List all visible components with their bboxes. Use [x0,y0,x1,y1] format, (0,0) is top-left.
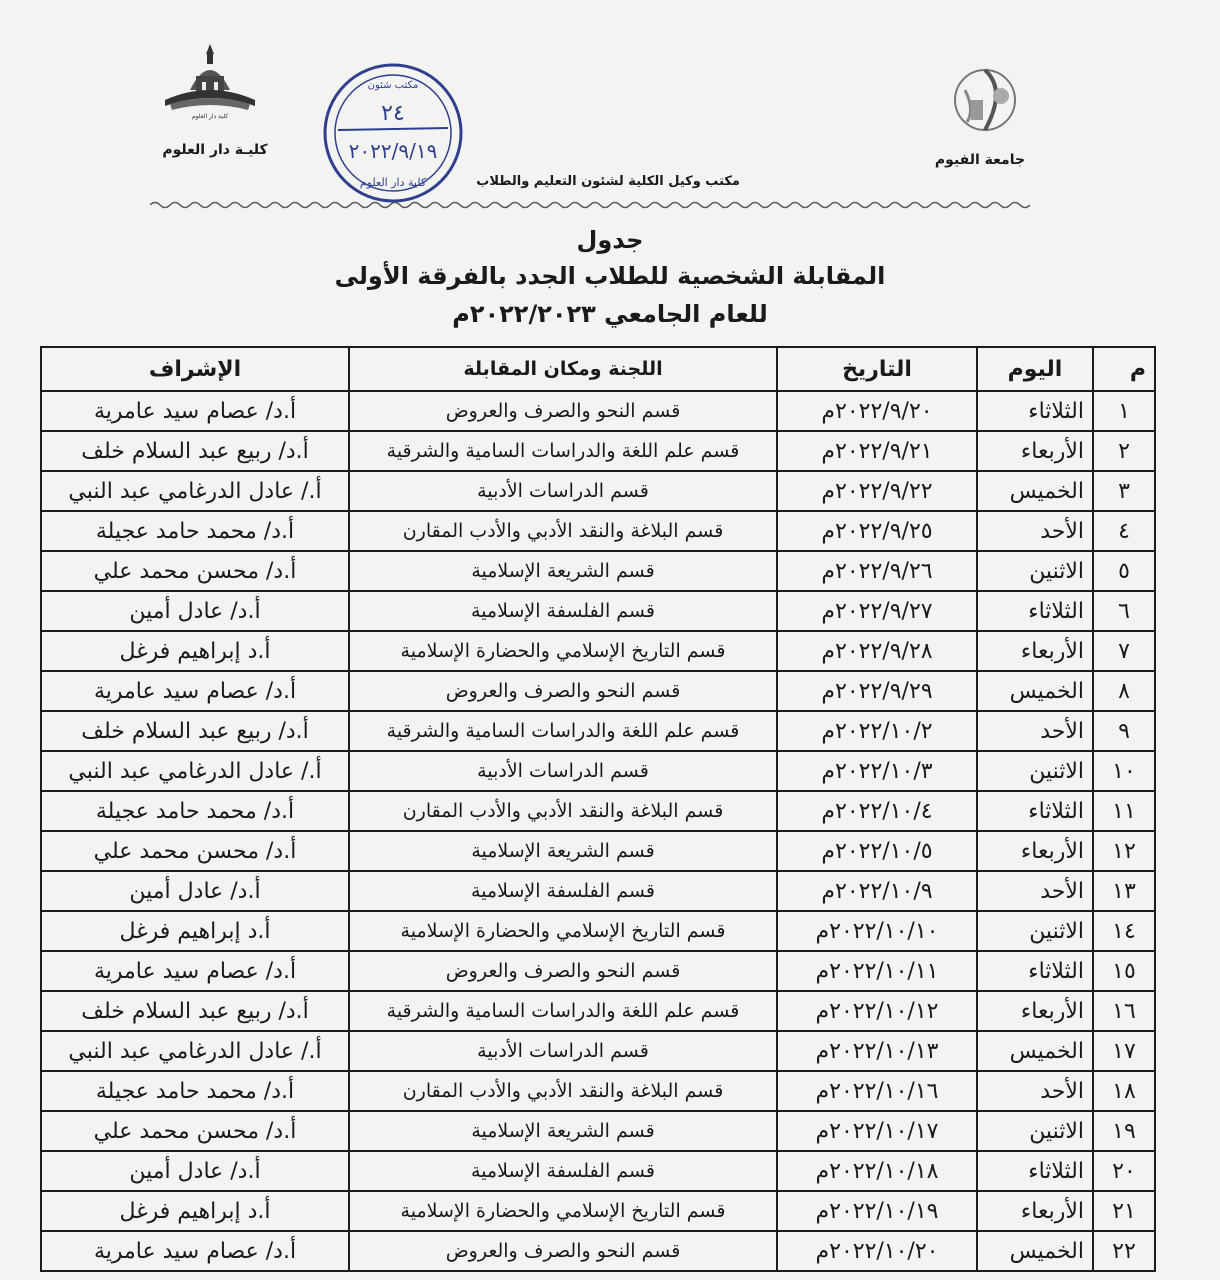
cell-date: ٢٠٢٢/١٠/٣م [777,751,977,791]
svg-text:كلية دار العلوم: كلية دار العلوم [191,113,229,120]
cell-date: ٢٠٢٢/١٠/١١م [777,951,977,991]
cell-day: الثلاثاء [977,391,1093,431]
table-row [41,591,1155,631]
cell-committee: قسم الدراسات الأدبية [349,751,777,791]
academic-year-title: للعام الجامعي ٢٠٢٢/٢٠٢٣م [452,300,768,328]
cell-supervisor: أ.د/ محسن محمد علي [41,551,349,591]
cell-committee: قسم الفلسفة الإسلامية [349,1151,777,1191]
cell-supervisor: أ./ عادل الدرغامي عبد النبي [41,471,349,511]
cell-day: الثلاثاء [977,1151,1093,1191]
cell-day: الأربعاء [977,831,1093,871]
cell-num: ٧ [1093,631,1155,671]
cell-num: ١٣ [1093,871,1155,911]
cell-num: ١٧ [1093,1031,1155,1071]
university-name: جامعة الفيوم [934,152,1026,168]
college-logo-icon [160,40,260,120]
table-row [41,1151,1155,1191]
cell-supervisor: أ.د/ محسن محمد علي [41,1111,349,1151]
cell-committee: قسم النحو والصرف والعروض [349,391,777,431]
cell-supervisor: أ.د/ عصام سيد عامرية [41,1231,349,1271]
cell-day: الثلاثاء [977,591,1093,631]
table-row [41,1031,1155,1071]
cell-supervisor: أ.د/ عادل أمين [41,1151,349,1191]
cell-day: الأربعاء [977,631,1093,671]
cell-date: ٢٠٢٢/١٠/٤م [777,791,977,831]
table-row [41,471,1155,511]
cell-num: ٨ [1093,671,1155,711]
header-num: م [1093,347,1155,391]
cell-supervisor: أ.د/ محسن محمد علي [41,831,349,871]
cell-day: الأحد [977,871,1093,911]
cell-num: ١٨ [1093,1071,1155,1111]
svg-text:كلية دار العلوم: كلية دار العلوم [359,176,427,189]
table-row [41,511,1155,551]
table-row [41,431,1155,471]
college-name: كليـة دار العلوم [162,142,268,158]
university-logo-icon [945,60,1025,140]
document-subtitle: المقابلة الشخصية للطلاب الجدد بالفرقة الأولى [334,262,886,290]
cell-num: ٣ [1093,471,1155,511]
cell-committee: قسم النحو والصرف والعروض [349,951,777,991]
cell-day: الأربعاء [977,431,1093,471]
cell-day: الاثنين [977,1111,1093,1151]
document-title: جدول [576,226,644,254]
cell-date: ٢٠٢٢/١٠/٥م [777,831,977,871]
table-row [41,991,1155,1031]
cell-day: الأربعاء [977,991,1093,1031]
cell-date: ٢٠٢٢/٩/٢٨م [777,631,977,671]
header-date: التاريخ [777,347,977,391]
stamp-seal-icon [318,58,468,208]
cell-committee: قسم البلاغة والنقد الأدبي والأدب المقارن [349,511,777,551]
cell-day: الأحد [977,711,1093,751]
cell-committee: قسم النحو والصرف والعروض [349,1231,777,1271]
table-row [41,711,1155,751]
header-committee: اللجنة ومكان المقابلة [349,347,777,391]
table-header-row [41,347,1155,391]
cell-date: ٢٠٢٢/١٠/٢٠م [777,1231,977,1271]
cell-supervisor: أ.د/ عصام سيد عامرية [41,391,349,431]
cell-committee: قسم الدراسات الأدبية [349,1031,777,1071]
cell-num: ١٥ [1093,951,1155,991]
cell-supervisor: أ.د إبراهيم فرغل [41,631,349,671]
cell-num: ٢١ [1093,1191,1155,1231]
cell-committee: قسم الفلسفة الإسلامية [349,591,777,631]
cell-committee: قسم الشريعة الإسلامية [349,1111,777,1151]
cell-date: ٢٠٢٢/١٠/١٠م [777,911,977,951]
cell-day: الثلاثاء [977,791,1093,831]
header-supervisor: الإشراف [41,347,349,391]
cell-date: ٢٠٢٢/٩/٢٢م [777,471,977,511]
cell-committee: قسم النحو والصرف والعروض [349,671,777,711]
cell-committee: قسم التاريخ الإسلامي والحضارة الإسلامية [349,1191,777,1231]
cell-num: ٥ [1093,551,1155,591]
table-row [41,1191,1155,1231]
table-row [41,1231,1155,1271]
cell-date: ٢٠٢٢/٩/٢٧م [777,591,977,631]
cell-committee: قسم علم اللغة والدراسات السامية والشرقية [349,711,777,751]
interview-schedule-table [40,346,1156,1272]
cell-supervisor: أ.د/ عادل أمين [41,591,349,631]
cell-day: الاثنين [977,911,1093,951]
cell-date: ٢٠٢٢/٩/٢٥م [777,511,977,551]
cell-supervisor: أ./ عادل الدرغامي عبد النبي [41,1031,349,1071]
cell-day: الخميس [977,471,1093,511]
table-row [41,391,1155,431]
cell-committee: قسم التاريخ الإسلامي والحضارة الإسلامية [349,631,777,671]
cell-date: ٢٠٢٢/٩/٢٩م [777,671,977,711]
cell-num: ١٠ [1093,751,1155,791]
cell-supervisor: أ.د إبراهيم فرغل [41,911,349,951]
table-row [41,831,1155,871]
cell-supervisor: أ.د/ محمد حامد عجيلة [41,1071,349,1111]
cell-day: الثلاثاء [977,951,1093,991]
header-day: اليوم [977,347,1093,391]
cell-supervisor: أ./ عادل الدرغامي عبد النبي [41,751,349,791]
table-body [41,391,1155,1271]
cell-supervisor: أ.د/ ربيع عبد السلام خلف [41,991,349,1031]
cell-date: ٢٠٢٢/١٠/١٦م [777,1071,977,1111]
cell-day: الاثنين [977,751,1093,791]
table-row [41,871,1155,911]
cell-supervisor: أ.د/ عصام سيد عامرية [41,671,349,711]
header-divider [150,198,1030,212]
cell-date: ٢٠٢٢/١٠/٩م [777,871,977,911]
cell-committee: قسم الشريعة الإسلامية [349,551,777,591]
office-name: مكتب وكيل الكلية لشئون التعليم والطلاب [476,174,740,189]
cell-committee: قسم علم اللغة والدراسات السامية والشرقية [349,431,777,471]
table-row [41,791,1155,831]
cell-day: الخميس [977,1231,1093,1271]
cell-supervisor: أ.د/ محمد حامد عجيلة [41,791,349,831]
cell-supervisor: أ.د إبراهيم فرغل [41,1191,349,1231]
cell-supervisor: أ.د/ عادل أمين [41,871,349,911]
cell-date: ٢٠٢٢/٩/٢٦م [777,551,977,591]
cell-supervisor: أ.د/ ربيع عبد السلام خلف [41,431,349,471]
cell-num: ١١ [1093,791,1155,831]
cell-date: ٢٠٢٢/١٠/٢م [777,711,977,751]
table-row [41,951,1155,991]
cell-date: ٢٠٢٢/٩/٢١م [777,431,977,471]
cell-supervisor: أ.د/ ربيع عبد السلام خلف [41,711,349,751]
table-row [41,1071,1155,1111]
cell-committee: قسم البلاغة والنقد الأدبي والأدب المقارن [349,1071,777,1111]
table-row [41,631,1155,671]
cell-supervisor: أ.د/ عصام سيد عامرية [41,951,349,991]
cell-num: ٦ [1093,591,1155,631]
svg-text:مكتب شئون: مكتب شئون [367,80,419,91]
cell-date: ٢٠٢٢/٩/٢٠م [777,391,977,431]
cell-date: ٢٠٢٢/١٠/١٩م [777,1191,977,1231]
cell-num: ٩ [1093,711,1155,751]
cell-num: ٢٢ [1093,1231,1155,1271]
table-row [41,911,1155,951]
cell-num: ١ [1093,391,1155,431]
cell-day: الخميس [977,1031,1093,1071]
cell-num: ١٦ [1093,991,1155,1031]
cell-committee: قسم علم اللغة والدراسات السامية والشرقية [349,991,777,1031]
cell-day: الاثنين [977,551,1093,591]
cell-date: ٢٠٢٢/١٠/١٧م [777,1111,977,1151]
cell-day: الخميس [977,671,1093,711]
cell-num: ٢٠ [1093,1151,1155,1191]
cell-date: ٢٠٢٢/١٠/١٨م [777,1151,977,1191]
cell-num: ١٤ [1093,911,1155,951]
cell-date: ٢٠٢٢/١٠/١٣م [777,1031,977,1071]
cell-day: الأربعاء [977,1191,1093,1231]
svg-text:٢٤: ٢٤ [381,101,405,126]
cell-committee: قسم الدراسات الأدبية [349,471,777,511]
cell-committee: قسم البلاغة والنقد الأدبي والأدب المقارن [349,791,777,831]
cell-date: ٢٠٢٢/١٠/١٢م [777,991,977,1031]
table-row [41,551,1155,591]
table-row [41,671,1155,711]
cell-day: الأحد [977,1071,1093,1111]
cell-num: ٢ [1093,431,1155,471]
cell-committee: قسم الشريعة الإسلامية [349,831,777,871]
cell-day: الأحد [977,511,1093,551]
table-row [41,1111,1155,1151]
table-row [41,751,1155,791]
cell-supervisor: أ.د/ محمد حامد عجيلة [41,511,349,551]
cell-committee: قسم التاريخ الإسلامي والحضارة الإسلامية [349,911,777,951]
cell-num: ١٢ [1093,831,1155,871]
cell-num: ١٩ [1093,1111,1155,1151]
cell-committee: قسم الفلسفة الإسلامية [349,871,777,911]
cell-num: ٤ [1093,511,1155,551]
svg-text:٢٠٢٢/٩/١٩: ٢٠٢٢/٩/١٩ [348,139,438,163]
